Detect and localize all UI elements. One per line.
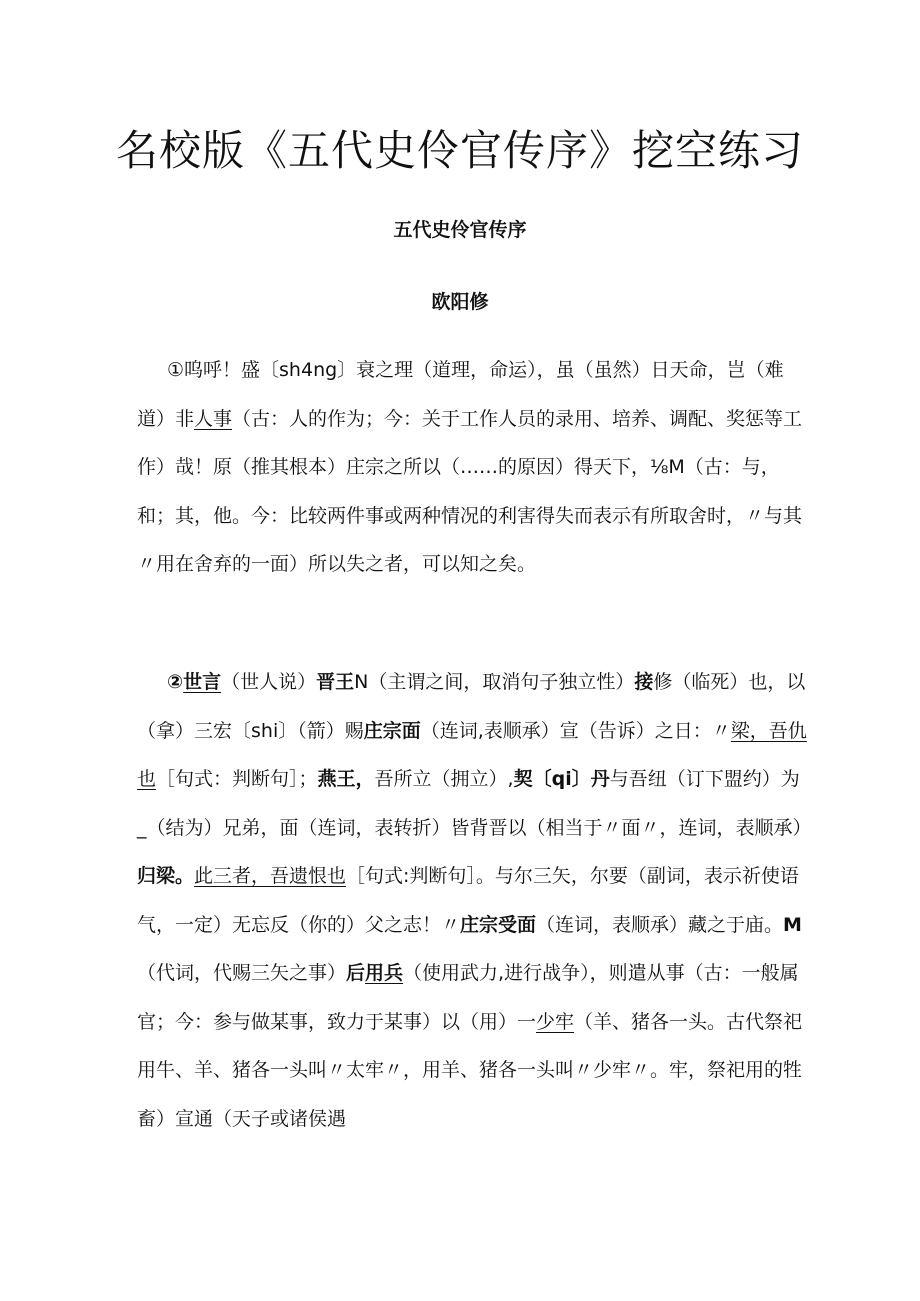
text-segment: ①呜呼！盛〔sh4ng〕衰之理（道理，命运），虽（虽然）日天命，岂（难道）非 — [137, 359, 784, 430]
text-segment: 修（临死）也，以（拿）三宏〔shi〕（箭）赐 — [137, 671, 806, 742]
text-segment: （古：人的作为；今：关于工作人员的录用、培养、调配、奖惩等工作）哉！原（推其根本）庄宗之所以（……的原因）得天下，⅛M（古：与，和；其，他。今：比较两件事或两种情况的利害得失而表示有所取舍时，〃与其〃用在舍弃的一面）所以失之者，可以知之矣。 — [137, 407, 803, 575]
text-segment: 世言 — [183, 671, 222, 693]
text-segment: （使用武力,进行战争），则遣从事（古：一般属官；今：参与做某事，致力于某事）以（用）一 — [137, 962, 799, 1033]
text-segment: 晋王 — [316, 671, 355, 693]
text-segment: 庄宗面 — [363, 719, 421, 742]
author-name: 欧阳修 — [431, 291, 489, 313]
text-segment: 少牢 — [536, 1010, 575, 1033]
text-segment: 梁，吾仇也 — [137, 719, 807, 790]
text-segment: 燕王， — [317, 768, 375, 790]
text-segment: 与吾纽（订下盟约）为_（结为）兄弟，面（连词，表转折）皆背晋以（相当于〃面〃，连词，表顺承） — [137, 768, 812, 839]
text-segment: 此三者，吾遗恨也 — [194, 865, 347, 887]
text-segment: ［句式:判断句］。与尔三矢，尔要（副词，表示祈使语气，一定）无忘反（你的）父之志！〃 — [137, 865, 799, 936]
text-segment: ［句式：判断句］； — [156, 768, 318, 790]
text-segment: 用兵 — [365, 962, 404, 984]
text-segment: （连词，表顺承）藏之于庙。 — [536, 913, 784, 936]
text-segment: （世人说） — [221, 671, 317, 693]
text-segment: N（主谓之间，取消句子独立性） — [354, 671, 635, 693]
text-segment: M — [783, 913, 802, 936]
text-segment: 吾所立（拥立）, — [374, 768, 514, 790]
text-segment: ② — [167, 671, 184, 693]
text-segment: 后 — [346, 962, 366, 984]
text-segment: 接 — [634, 671, 654, 693]
text-segment: 人事 — [194, 407, 233, 430]
document-title: 名校版《五代史伶官传序》挖空练习 — [115, 126, 804, 175]
text-segment: 契〔qi〕丹 — [513, 768, 610, 790]
text-segment: （连词,表顺承）宣（告诉）之日：〃 — [420, 719, 731, 742]
text-segment: 庄宗受面 — [460, 913, 537, 936]
paragraph-2 — [137, 658, 812, 1143]
text-segment: （代词，代赐三矢之事） — [137, 962, 347, 984]
essay-title: 五代史伶官传序 — [393, 219, 527, 241]
text-segment: （羊、猪各一头。古代祭祀用牛、羊、猪各一头叫〃太牢〃，用羊、猪各一头叫〃少牢〃。牢，祭祀用的牲畜）宣通（天子或诸侯遇 — [137, 1010, 803, 1130]
paragraph-1 — [137, 346, 807, 589]
text-segment: 归梁。 — [137, 865, 195, 887]
